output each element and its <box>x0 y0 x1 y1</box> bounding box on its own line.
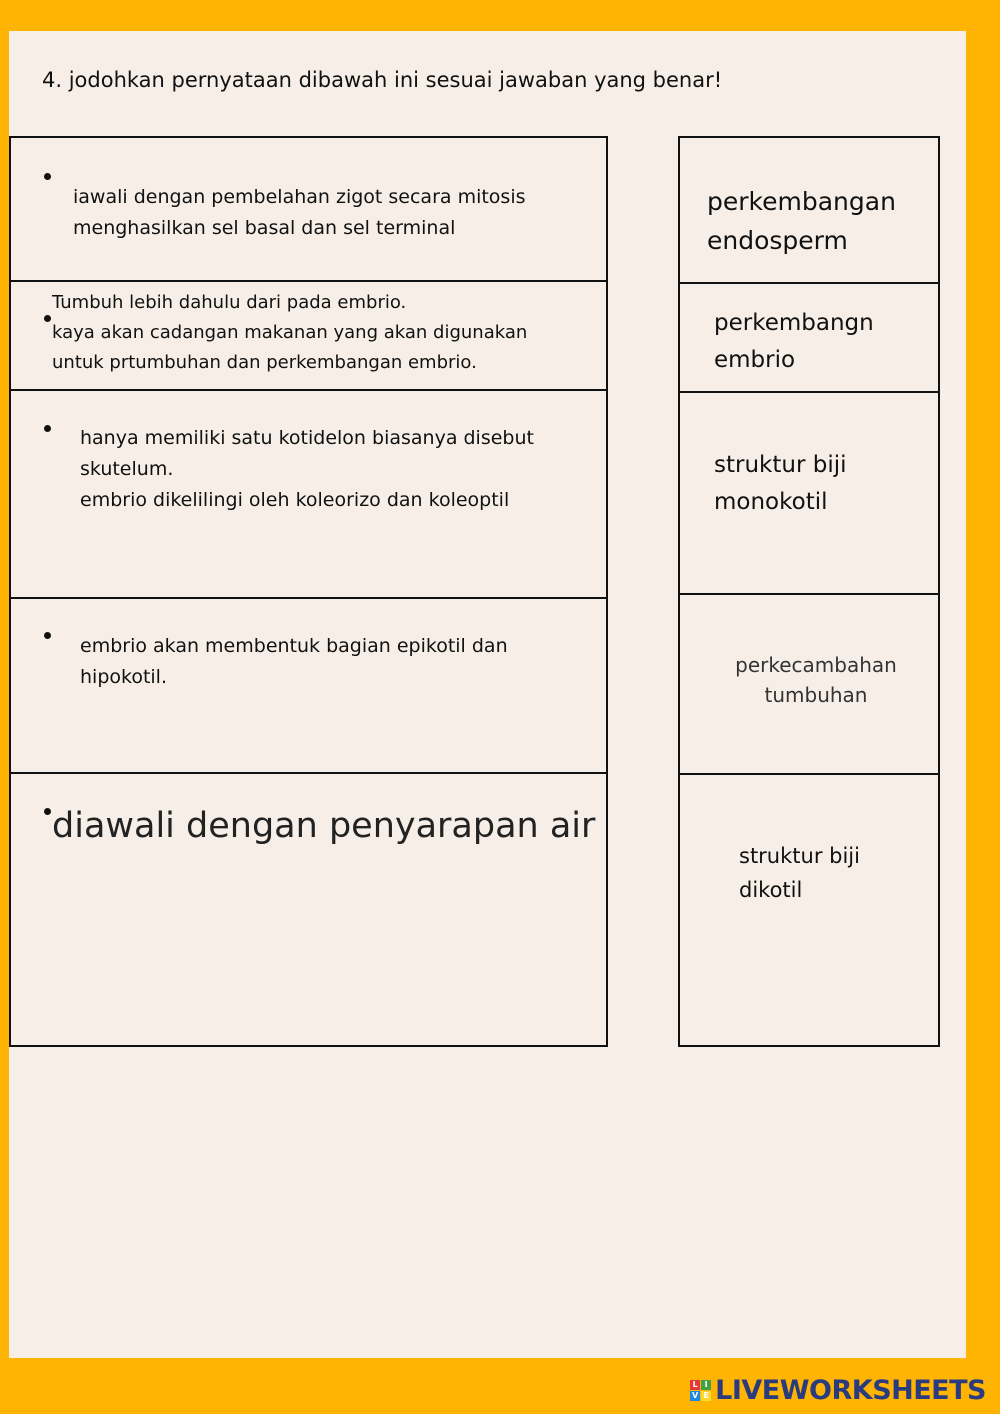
statement-5: diawali dengan penyarapan air <box>52 806 596 846</box>
logo-square: I <box>701 1380 711 1390</box>
logo-mark-icon <box>690 1380 711 1401</box>
left-column <box>9 136 608 1047</box>
page-title: 4. jodohkan pernyataan dibawah ini sesuai jawaban yang benar! <box>42 68 723 92</box>
liveworksheets-logo[interactable] <box>690 1375 986 1406</box>
logo-square: E <box>701 1391 711 1401</box>
answer-4[interactable]: perkecambahan tumbuhan <box>735 653 897 707</box>
bullet-dot[interactable] <box>44 425 51 432</box>
logo-square: L <box>690 1380 700 1390</box>
answer-2[interactable]: perkembangn embrio <box>714 310 874 373</box>
logo-text: LIVEWORKSHEETS <box>715 1375 986 1406</box>
bullet-dot[interactable] <box>44 315 51 322</box>
answer-3[interactable]: struktur biji monokotil <box>714 452 847 515</box>
right-column <box>678 136 940 1047</box>
statement-3: hanya memiliki satu kotidelon biasanya disebut skutelum. embrio dikelilingi oleh koleorizo dan koleoptil <box>80 427 534 511</box>
statement-1: iawali dengan pembelahan zigot secara mitosis menghasilkan sel basal dan sel terminal <box>73 186 526 239</box>
logo-square: V <box>692 1391 699 1400</box>
answer-1[interactable]: perkembangan endosperm <box>707 187 896 255</box>
statement-4: embrio akan membentuk bagian epikotil dan hipokotil. <box>80 635 508 688</box>
bullet-dot[interactable] <box>44 808 51 815</box>
right-cell-5[interactable] <box>680 773 938 1045</box>
bullet-dot[interactable] <box>44 632 51 639</box>
bullet-dot[interactable] <box>44 173 51 180</box>
statement-2: Tumbuh lebih dahulu dari pada embrio. kaya akan cadangan makanan yang akan digunakan untuk prtumbuhan dan perkembangan embrio. <box>52 292 528 373</box>
answer-5[interactable]: struktur biji dikotil <box>739 844 860 902</box>
